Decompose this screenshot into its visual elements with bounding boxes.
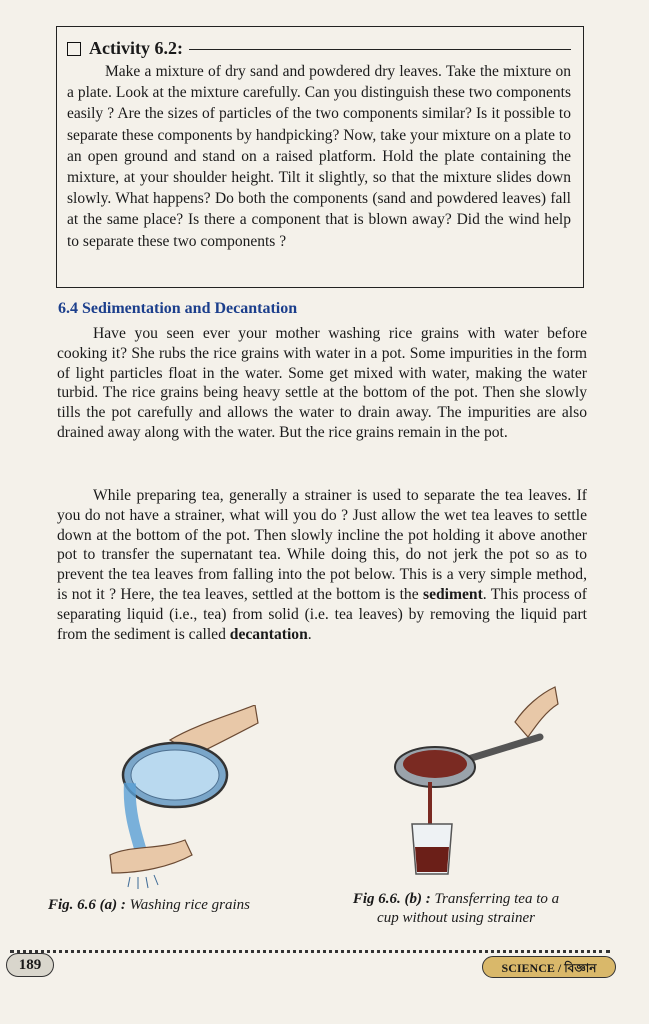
term-sediment: sediment <box>423 585 483 603</box>
checkbox-icon <box>67 42 81 56</box>
figure-caption-text: Washing rice grains <box>129 897 250 913</box>
paragraph-text: . This process of separating liquid (i.e., tea) from solid (i.e. tea leaves) by removing the liquid part from the sediment is called <box>57 585 587 643</box>
activity-box <box>56 26 584 288</box>
decanting-tea-illustration <box>390 682 560 882</box>
activity-title: Activity 6.2: <box>89 37 183 58</box>
figure-number: Fig. 6.6 (a) : <box>48 897 126 913</box>
book-label: SCIENCE / বিজ্ঞান <box>482 956 616 978</box>
paragraph-text: While preparing tea, generally a strainer is used to separate the tea leaves. If you do not have a strainer, what will you do ? Just allow the wet tea leaves to settle down at the bottom of the pot. Then slowly incline the pot holding it above another pot to transfer the supernatant tea. While doing this, do not jerk the pot so as to prevent the tea leaves from falling into the pot below. This is a very simple method, is not it ? Here, the tea leaves, settled at the bottom is the <box>57 487 587 603</box>
term-decantation: decantation <box>229 625 308 643</box>
activity-text: Make a mixture of dry sand and powdered dry leaves. Take the mixture on a plate. Look at the mixture carefully. Can you distinguish these two components easily ? Are the sizes of particles of the two components similar? Is it possible to separate these components by handpicking? Now, take your mixture on a plate to an open ground and stand on a raised platform. Hold the plate containing the mixture, at your shoulder height. Tilt it slightly, so that the mixture slides down slowly. What happens? Do both the components (sand and powdered leaves) fall at the same place? Is there a component that is blown away? Did the wind help to separate these two components ? <box>67 63 571 250</box>
figure-caption-text: Transferring tea to a <box>434 891 560 907</box>
page-number: 189 <box>6 953 54 977</box>
figure-caption-a <box>48 897 250 914</box>
figure-caption-text: cup without using strainer <box>377 910 535 926</box>
washing-rice-illustration <box>100 705 260 895</box>
figure-caption-b <box>316 890 596 928</box>
paragraph-tea-decantation <box>57 486 587 644</box>
figure-number: Fig 6.6. (b) : <box>352 891 431 907</box>
activity-rule <box>189 49 571 50</box>
section-heading: 6.4 Sedimentation and Decantation <box>58 300 298 317</box>
paragraph-rice-washing: Have you seen ever your mother washing rice grains with water before cooking it? She rubs the rice grains with water in a pot. Some impurities in the form of light particles float in the water. Some get mixed with water, making the water turbid. The rice grains being heavy settle at the bottom of the pot. Then she slowly tills the pot carefully and allows the water to drain away. The impurities are also drained away along with the water. But the rice grains remain in the pot. <box>57 325 587 441</box>
footer-divider <box>10 950 610 953</box>
paragraph-text: . <box>307 625 312 643</box>
activity-header <box>67 37 571 59</box>
